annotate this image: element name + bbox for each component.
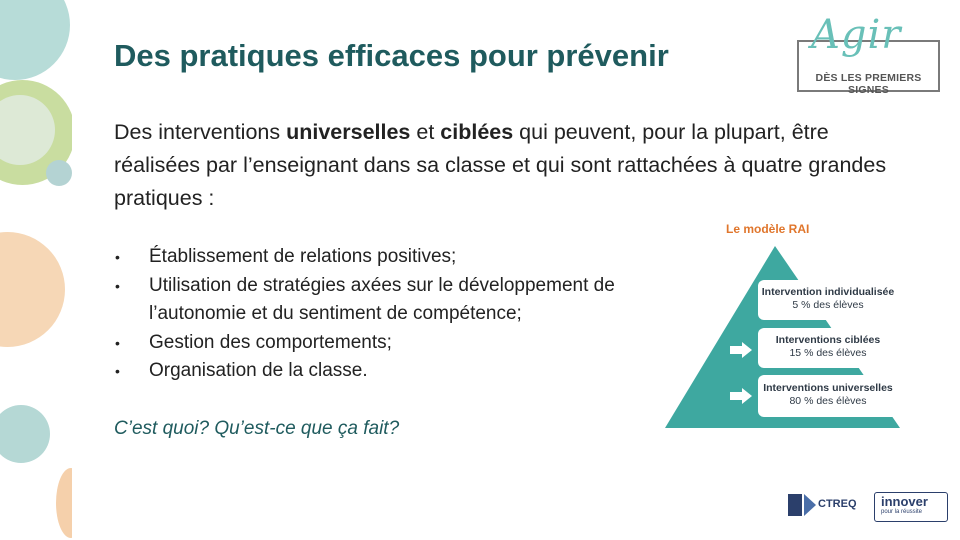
innover-logo <box>874 492 948 522</box>
rai-title: Le modèle RAI <box>726 222 810 236</box>
tier-percent: 5 % des élèves <box>792 299 864 311</box>
list-item-text: Gestion des comportements; <box>149 331 392 353</box>
ctreq-logo-text: CTREQ <box>818 498 857 510</box>
bullet-icon: • <box>115 277 120 294</box>
agir-logo <box>797 12 942 96</box>
intro-text: Des interventions <box>114 120 287 144</box>
list-item-text: Établissement de relations positives; <box>149 246 457 267</box>
list-item-text: Organisation de la classe. <box>149 360 368 381</box>
decorative-circle <box>0 232 65 347</box>
tier-label: Intervention individualisée <box>761 286 895 298</box>
innover-logo-sub: pour la réussite <box>881 509 923 515</box>
innover-logo-word: innover <box>881 494 928 509</box>
tier-percent: 15 % des élèves <box>789 347 867 359</box>
decorative-circle <box>56 468 72 538</box>
question-text: C’est quoi? Qu’est-ce que ça fait? <box>114 418 400 439</box>
decorative-circle <box>0 0 70 80</box>
list-item <box>114 357 674 386</box>
list-item <box>114 329 674 358</box>
tier-label: Interventions universelles <box>763 382 893 394</box>
arrow-right-icon <box>730 388 752 404</box>
decorative-circle <box>46 160 72 186</box>
rai-model-figure <box>660 222 910 432</box>
tier-universal <box>758 375 898 417</box>
bullet-icon: • <box>115 334 120 351</box>
tier-individual <box>758 280 898 320</box>
decorative-left-strip <box>0 0 72 540</box>
list-item-text: Utilisation de stratégies axées sur le développement de l’autonomie et du sentiment de compétence; <box>149 274 615 324</box>
decorative-circle <box>0 405 50 463</box>
partner-logos <box>788 490 952 530</box>
intro-paragraph <box>114 116 914 215</box>
tier-label: Interventions ciblées <box>775 334 881 346</box>
list-item <box>114 272 674 329</box>
ctreq-logo-mark <box>788 494 816 516</box>
slide-title: Des pratiques efficaces pour prévenir <box>114 38 669 73</box>
intro-text: et <box>410 120 441 144</box>
arrow-right-icon <box>730 342 752 358</box>
logo-tagline: DÈS LES PREMIERS SIGNES <box>815 72 922 96</box>
logo-word: Agir <box>811 12 902 58</box>
intro-text: qui peuvent, pour la plupart, être réalisées par l’enseignant dans sa classe et qui sont rattachées à quatre grandes pratiques : <box>114 120 887 210</box>
practices-list <box>114 243 674 386</box>
tier-targeted <box>758 328 898 368</box>
bullet-icon: • <box>115 363 120 379</box>
bullet-icon: • <box>115 249 120 265</box>
tier-percent: 80 % des élèves <box>789 395 867 407</box>
intro-bold-ciblees: ciblées <box>440 120 514 144</box>
list-item <box>114 243 674 272</box>
intro-bold-universelles: universelles <box>286 120 411 144</box>
